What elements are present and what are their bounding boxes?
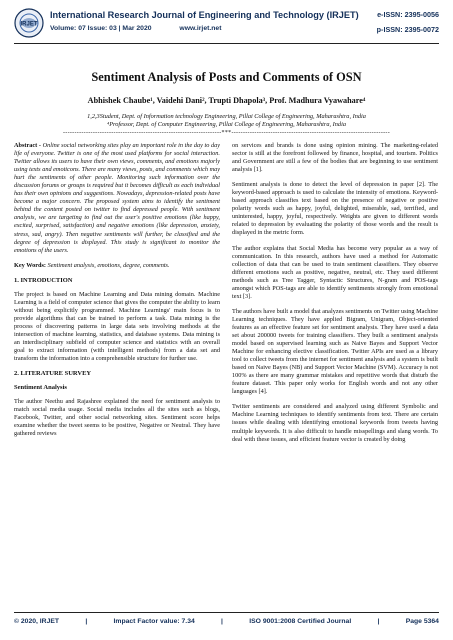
- irjet-logo-icon: [14, 8, 44, 38]
- right-paragraph-5: Twitter sentiments are considered and analyzed using different Symbolic and Machine Learning techniques to identify sentiments from text. There are certain issues while dealing with identifying emotional keywords from tweets having multiple keywords. It is also difficult to handle misspellings and slang words. To deal with these issues, and efficient feature vector is created by doing: [232, 403, 438, 443]
- journal-header: [14, 6, 439, 40]
- affiliation-2: ⁴Professor, Dept. of Computer Engineering, Pillai College of Engineering, Maharashtra, India: [107, 121, 346, 128]
- section-separator: ---------------------------------------------------------------------***---------------------------------------------------------------------: [62, 130, 391, 136]
- footer-sep-2: |: [221, 618, 223, 625]
- paper-authors: Abhishek Chaube¹, Vaidehi Dani², Trupti Dhapola³, Prof. Madhura Vyawahare⁴: [87, 96, 366, 105]
- right-paragraph-3: The author explains that Social Media has become very popular as a way of communication. In this research, authors have used a method for Automatic collection of data that can be used to train sentiment classifiers. They observe different emotions such as positive, negative, neutral, etc. They used different methods such as Tree Tagger, Syntactic Structures, N-gram and POS-tags amongst which POS-tags are able to identify sentiments strongly from emotional text [3].: [232, 244, 438, 300]
- footer-page: Page 5364: [405, 618, 439, 625]
- journal-volume: Volume: 07 Issue: 03 | Mar 2020: [50, 25, 152, 32]
- paper-affiliations: [0, 113, 453, 129]
- e-issn: e-ISSN: 2395-0056: [377, 10, 439, 19]
- keywords-label: Key Words:: [14, 261, 47, 269]
- p-issn: p-ISSN: 2395-0072: [376, 25, 439, 34]
- sentiment-analysis-heading: Sentiment Analysis: [14, 384, 67, 392]
- footer-sep-3: |: [377, 618, 380, 625]
- footer-copyright: © 2020, IRJET: [14, 618, 60, 625]
- keywords: [14, 262, 220, 270]
- right-paragraph-4: The authors have built a model that analyzes sentiments on Twitter using Machine Learning techniques. They have applied Bigram, Unigram, Object-oriented features as an effective feature set for sentiment analysis. They have used a data set about 200000 tweets for training classifiers. They built a sentiment analysis model based on supervised learning such as Naive Bayes and Support Vector Machine for enhancing elective classification. Twitter APIs are used as a library tool to collect tweets from the internet for sentiment analysis and a system is built based on Naive Bayes (NB) and Support Vector Machine (SVM). Accuracy is not 100% as there are many grammar mistakes and repetitive words that disturb the feature dataset. This paper only works for English words and not any other languages [4].: [232, 307, 438, 396]
- footer-impact: Impact Factor value: 7.34: [113, 618, 195, 625]
- literature-heading: 2. LITERATURE SURVEY: [14, 370, 92, 378]
- abstract-text: Online social networking sites play an important role in the day to day life of everyone. Twitter is one of the most used platforms for social interaction. Twitter allows its users to have their own views, comments, and emotions majorly using texts and emoticons. There are many views, posts, and comments which may hurt the sentiments of other people. Monitoring such information over the discussion forums or groups is required but it becomes difficult as each individual has their own opinions and suggestions. Nowadays, depression-related posts have become a major concern. The proposed system aims to identify the sentiment behind the content posted on twitter to find depressed people. With sentiment analysis, we are targeting to find out the user's positive emotions (like happy, excited, surprised, satisfaction) and negative emotions (like depression, anxiety, stress, sad, angry). Then negative sentiments will further, be classified and the degree of depression is displayed. This study is significant to monitor the emotions of the users.: [14, 142, 220, 254]
- abstract-label: Abstract -: [14, 142, 41, 149]
- footer-sep-1: |: [85, 618, 88, 625]
- journal-volume-line: [50, 25, 247, 32]
- affiliation-1: 1,2,3Student, Dept. of Information technology Engineering, Pillai College of Engineering, Maharashtra, India: [87, 113, 366, 120]
- logo-text: IRJET: [20, 21, 38, 28]
- header-rule: [14, 43, 439, 44]
- literature-paragraph: The author Neethu and Rajashree explained the need for sentiment analysis to match social media usage. Social media includes all the sites such as blogs, Facebook, Twitter, and other social networking sites. Sentiment score helps examine whether the tweet seems to be positive, Negative or Neutral. They have gathered reviews: [14, 398, 220, 438]
- intro-paragraph: The project is based on Machine Learning and Data mining domain. Machine Learning is a field of computer science that gives the computer the ability to learn without being explicitly programmed. Machine Learnings' main focus is to provide algorithms that can be trained to perform a task. Data mining is the process of discovering patterns in large data sets involving methods at the intersection of machine learning, statistics, and database systems. Data mining is an interdisciplinary subfield of computer science and statistics with an overall goal to extract information (with intelligent methods) from a data set and transform the information into a comprehensible structure for further use.: [14, 290, 220, 363]
- footer-rule: [14, 612, 439, 613]
- left-column: [14, 142, 220, 446]
- right-paragraph-2: Sentiment analysis is done to detect the level of depression in paper [2]. The keyword-based approach is used to calculate the intensity of emotions. Keyword-based approach classifies text based on the presence of negative or positive polarity words such as happy, joyful, delighted, miserable, sad, terrified, and uninterested, happy, joyful, respectively. Weights are given to different words related to depression by evaluating the polarity of those words and the result is displayed in the metric form.: [232, 181, 438, 237]
- keywords-text: Sentiment analysis, emotions, degree, comments.: [46, 261, 170, 269]
- journal-footer: [14, 618, 439, 625]
- right-paragraph-1: on services and brands is done using opinion mining. The marketing-related sector is still at the forefront followed by finance, hospital, and tourism. Politics and Government are still a few of the bodies that are beginning to use sentiment analysis [1].: [232, 142, 438, 174]
- journal-name: International Research Journal of Engineering and Technology (IRJET): [50, 10, 359, 20]
- paper-title: Sentiment Analysis of Posts and Comments of OSN: [91, 70, 362, 84]
- footer-iso: ISO 9001:2008 Certified Journal: [249, 618, 352, 625]
- right-column: [232, 142, 438, 451]
- intro-heading: 1. INTRODUCTION: [14, 276, 73, 284]
- journal-website: www.irjet.net: [179, 25, 222, 32]
- abstract: [14, 142, 220, 255]
